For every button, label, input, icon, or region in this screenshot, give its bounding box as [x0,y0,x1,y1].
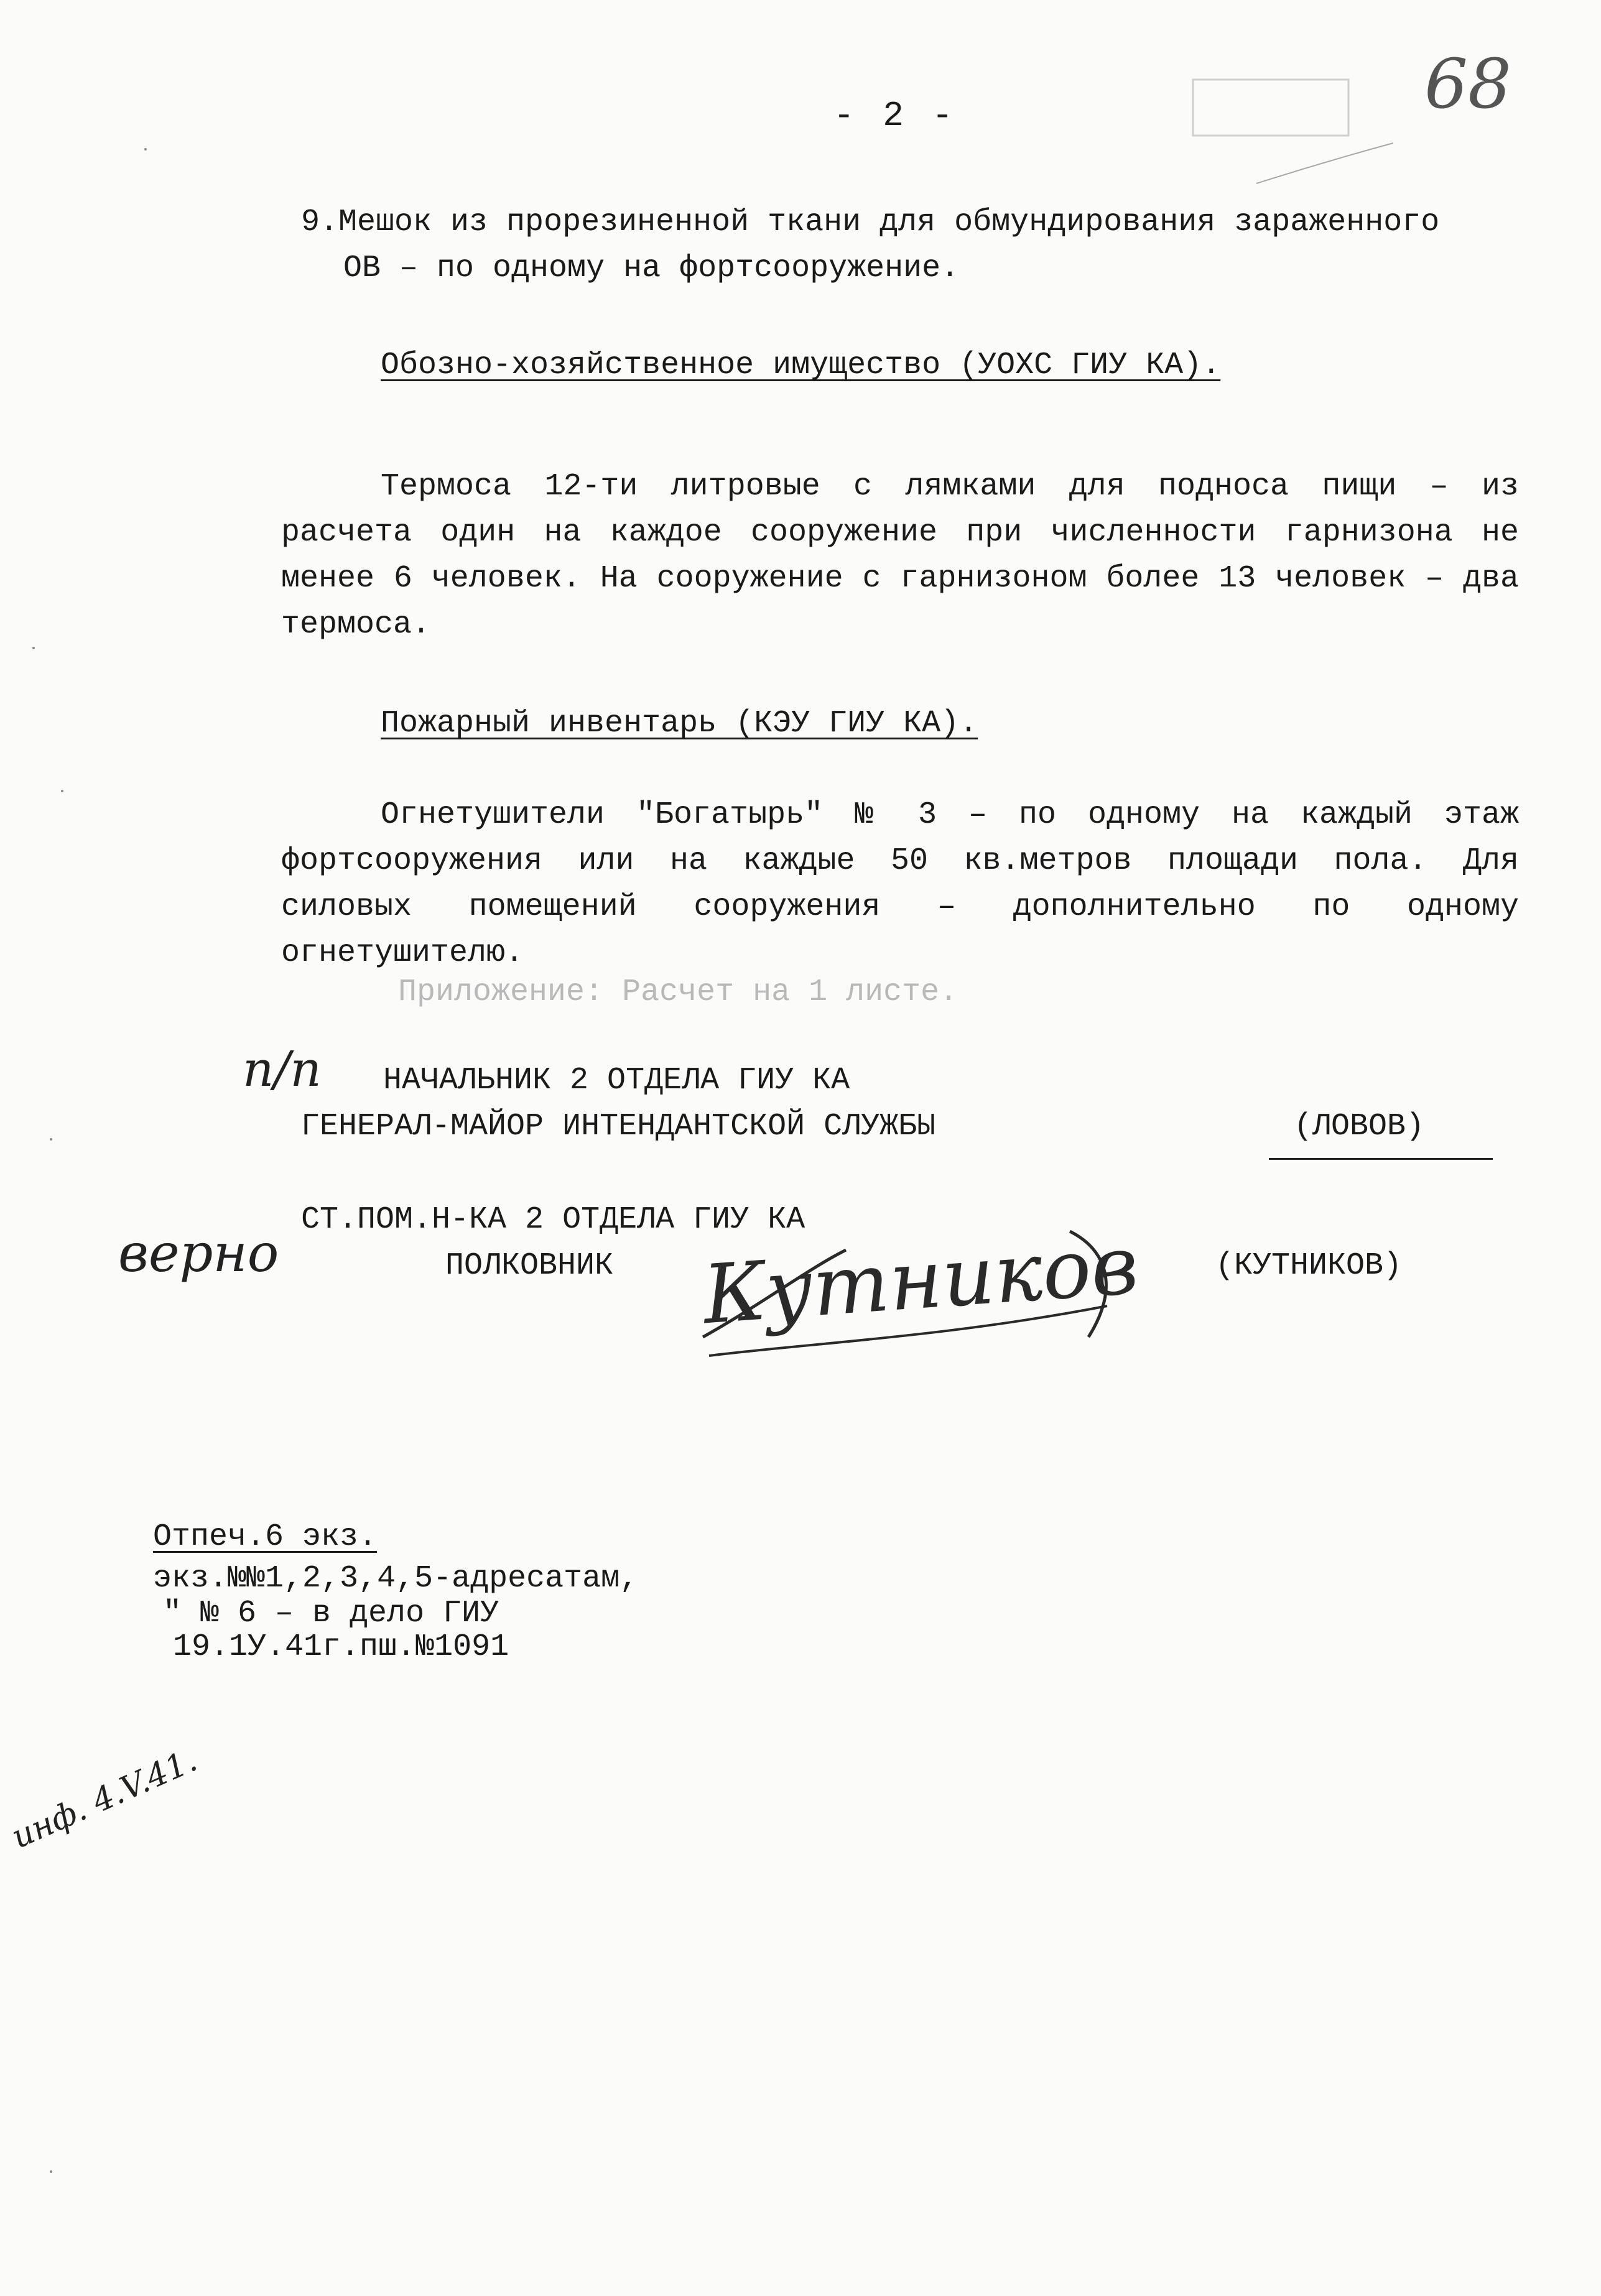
scan-speck [144,148,147,150]
chief-signature-line [1269,1158,1493,1160]
item9-line1: 9.Мешок из прорезиненной ткани для обмундирования зараженного [301,205,1440,240]
attachment-label: Приложение: [398,974,604,1010]
deputy-title-line1: СТ.ПОМ.Н-КА 2 ОТДЕЛА ГИУ КА [301,1202,805,1238]
margin-note: инф. 4.V.41. [6,1741,203,1856]
verno-mark: верно [118,1223,279,1284]
distribution-line2: " № 6 – в дело ГИУ [163,1596,499,1631]
distribution-heading: Отпеч.6 экз. [153,1519,378,1555]
scan-speck [61,790,63,792]
section-fire-heading: Пожарный инвентарь (КЭУ ГИУ КА). [381,706,978,741]
deputy-signature: Кутников [700,1217,1141,1343]
chief-title-line1: НАЧАЛЬНИК 2 ОТДЕЛА ГИУ КА [383,1063,850,1098]
scan-speck [32,647,35,649]
distribution-line3: 19.1У.41г.пш.№1091 [173,1629,509,1665]
deputy-title-line2: ПОЛКОВНИК [445,1248,614,1284]
section-oboz-heading: Обозно-хозяйственное имущество (УОХС ГИУ КА). [381,348,1221,383]
deputy-signature-strokes [684,1213,1132,1374]
distribution-line1: экз.№№1,2,3,4,5-адресатам, [153,1561,639,1596]
pp-mark: п/п [243,1042,322,1098]
section-fire-text: Огнетушители "Богатырь" № 3 – по одному на каждый этаж фортсооружения или на каждые 50 кв.метров площади пола. Для силовых помещений сооружения – дополнительно по одному огнетушителю. [281,797,1519,971]
item9-line2: ОВ – по одному на фортсооружение. [343,251,960,286]
attachment-line [398,970,958,1015]
section-oboz-text: Термоса 12-ти литровые с лямками для подноса пищи – из расчета один на каждое сооружение при численности гарнизона не менее 6 человек. На сооружение с гарнизоном более 13 человек – два термоса. [281,469,1519,642]
attachment-text: Расчет на 1 листе. [622,974,958,1010]
chief-name: (ЛОВОВ) [1294,1109,1425,1144]
chief-title-line2: ГЕНЕРАЛ-МАЙОР ИНТЕНДАНТСКОЙ СЛУЖБЫ [301,1109,936,1144]
archive-stamp-box [1188,75,1462,199]
deputy-name: (КУТНИКОВ) [1215,1248,1403,1284]
scan-speck [50,1138,52,1141]
archive-sheet-number: 68 [1424,44,1511,124]
scan-speck [50,2170,52,2173]
page-number: - 2 - [833,96,957,136]
